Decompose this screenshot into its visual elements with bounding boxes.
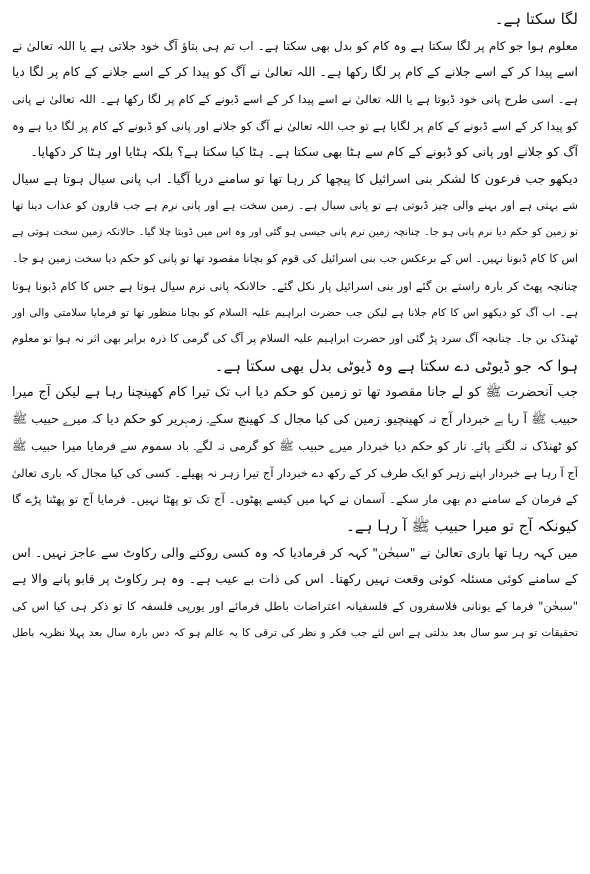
text-line: تحقیقات تو ہر سو سال بعد بدلتی ہے اس لئے جب فکر و نظر کی ترقی کا یہ عالم ہو کہ دس بارہ سال بعد پہلا نظریہ باطل <box>12 626 578 639</box>
text-line: ہوا کہ جو ڈیوٹی دے سکتا ہے وہ ڈیوٹی بدل بھی سکتا ہے۔ <box>214 356 578 375</box>
text-line: آج آ رہا ہے خبردار اپنے زہر کو ایک طرف کر کے رکھ دے خبردار آج تیرا زہر نہ پھیلے۔ کسی کی کیا مجال کہ باری تعالیٰ <box>12 465 578 480</box>
text-line: چنانچہ پھٹ کر بارہ راستے بن گئے اور بنی اسرائیل پار نکل گئے۔ حالانکہ پانی نرم سیال ہوتا ہے جس کا کام ڈبونا ہوتا <box>12 278 578 293</box>
text-line: کے فرمان کے سامنے دم بھی مار سکے۔ آسمان نے کہا میں کیسے پھٹوں۔ آج تک تو پھٹا نہیں۔ فرمایا آج تو پھٹنا پڑے گا <box>12 492 578 507</box>
text-line: حبیب ﷺ آ رہا ہے خبردار آج نہ کھینچیو۔ زمین کی کیا مجال کہ کھینچ سکے۔ زمہریر کو حکم دیا کہ میرے حبیب ﷺ <box>12 411 578 427</box>
text-line: اس کا کام ڈبونا نہیں۔ اس کے برعکس جب بنی اسرائیل کی قوم کو بچانا مقصود تھا تو پانی کو حکم دیا سخت زمین ہو جا۔ <box>12 252 578 266</box>
text-line: کیونکہ آج تو میرا حبیب ﷺ آ رہا ہے۔ <box>346 517 578 536</box>
text-line: جب آنحضرت ﷺ کو لے جانا مقصود تھا تو زمین کو حکم دیا اب تک تیرا کام کھینچنا رہا ہے لیکن آج میرا <box>12 384 578 400</box>
text-line: معلوم ہوا جو کام پر لگا سکتا ہے وہ کام کو بدل بھی سکتا ہے۔ اب تم ہی بتاؤ آگ خود جلاتی ہے یا اللہ تعالیٰ نے <box>12 38 578 53</box>
text-line: میں کہہ رہا تھا باری تعالیٰ نے "سبحٰن" کہہ کر فرمادیا کہ وہ کسی روکنے والی رکاوٹ سے عاجز نہیں۔ اس <box>12 544 578 560</box>
text-line: شے بہتی ہے اور بہنے والی چیز ڈبوتی ہے تو پانی سیال ہے۔ زمین سخت ہے اور پانی نرم ہے جب قارون کو عذاب دینا تھا <box>12 198 578 212</box>
text-line: کو ٹھنڈک نہ لگنے پائے۔ نار کو حکم دیا خبردار میرے حبیب ﷺ کو گرمی نہ لگے۔ باد سموم سے فرمایا میرا حبیب ﷺ <box>12 439 578 453</box>
text-line: کو پیدا کر کے اسے ڈبونے کے کام پر لگایا ہے تو جب اللہ تعالیٰ نے آگ کو جلانے اور پانی کو ڈبونے کے کام پر لگا دیا ہے وہ <box>12 118 578 133</box>
text-line: آگ کو جلانے اور پانی کو ڈبونے کے کام سے ہٹا بھی سکتا ہے۔ ہٹا کیا سکتا ہے؟ بلکہ ہٹایا اور ہٹا کر دکھایا۔ <box>30 144 578 160</box>
text-line: "سبحٰن" فرما کے یونانی فلاسفروں کے فلسفیانہ اعتراضات باطل فرمائے اور یورپی فلسفہ کا تو ذکر ہی کیا اس کی <box>12 599 578 614</box>
text-line: ہے۔ اب آگ کو دیکھو اس کا کام جلانا ہے لیکن جب حضرت ابراہیم علیہ السلام کو بچانا منظور تھا تو فرمایا سلامتی والی اور <box>12 306 578 319</box>
text-line: دیکھو جب فرعون کا لشکر بنی اسرائیل کا پیچھا کر رہا تھا تو سامنے دریا آگیا۔ اب پانی سیال ہوتا ہے سیال <box>12 171 578 187</box>
text-line: ہے۔ اسی طرح پانی خود ڈبوتا ہے یا اللہ تعالیٰ نے اسے پیدا کر کے اسے ڈبونے کے کام پر لگا رکھا ہے۔ اللہ تعالیٰ نے پانی <box>12 92 578 107</box>
text-line: تو زمین کو حکم دیا نرم پانی ہو جا۔ چنانچہ زمین نرم پانی جیسی ہو گئی اور وہ اس میں ڈوبتا چلا گیا۔ حالانکہ زمین سخت ہوتی ہے <box>12 226 578 238</box>
text-line: ٹھنڈک بن جا۔ چنانچہ آگ سرد پڑ گئی اور حضرت ابراہیم علیہ السلام پر آگ کی گرمی کا ذرہ برابر بھی اثر نہ ہوا تو معلوم <box>12 332 578 346</box>
text-line: کے سامنے کوئی مسئلہ کوئی وقعت نہیں رکھتا۔ اس کی ذات بے عیب ہے۔ وہ ہر رکاوٹ پر قابو پانے والا ہے <box>12 571 578 587</box>
text-line: اسے پیدا کر کے اسے جلانے کے کام پر لگا رکھا ہے۔ اللہ تعالیٰ نے آگ کو پیدا کر کے اسے جلانے کے کام پر لگا دیا <box>12 64 578 80</box>
text-line: لگا سکتا ہے۔ <box>494 10 578 28</box>
